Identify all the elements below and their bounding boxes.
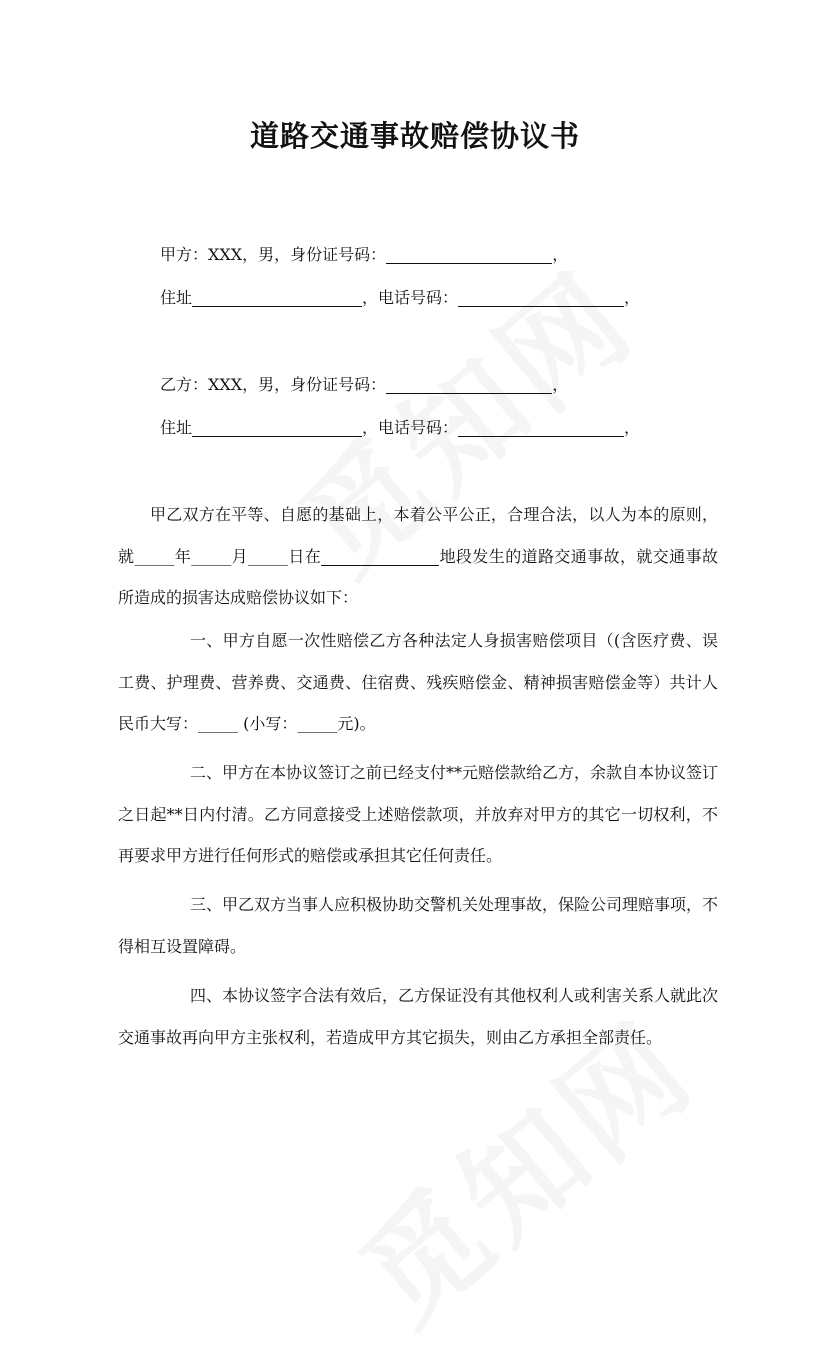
party-b-id-suffix: ， xyxy=(552,375,569,394)
clause-2: 二、甲方在本协议签订之前已经支付**元赔偿款给乙方，余款自本协议签订之日起**日内付清。乙方同意接受上述赔偿款项，并放弃对甲方的其它一切权利，不再要求甲方进行任何形式的赔偿或承担其它任何责任。 xyxy=(118,763,719,865)
party-a-phone-suffix: ， xyxy=(624,288,641,307)
party-a-address-line xyxy=(160,286,640,310)
location-blank[interactable] xyxy=(321,547,439,566)
intro-paragraph xyxy=(118,494,718,619)
party-a-id-line xyxy=(160,243,568,267)
party-a-id-label: 甲方：XXX，男，身份证号码： xyxy=(160,245,387,264)
party-b-address-blank[interactable] xyxy=(192,418,362,437)
party-a-id-suffix: ， xyxy=(552,245,569,264)
party-a-id-blank[interactable] xyxy=(386,245,552,264)
party-b-id-label: 乙方：XXX，男，身份证号码： xyxy=(160,375,387,394)
clause-1: 一、甲方自愿一次性赔偿乙方各种法定人身损害赔偿项目（(含医疗费、误工费、护理费、营养费、交通费、住宿费、残疾赔偿金、精神损害赔偿金等）共计人民币大写：_____ (小写：_____元)。 xyxy=(118,631,718,733)
intro-part2: 地段发生的道路交通事故，就交通事故所造成的损害达成赔偿协议如下： xyxy=(118,546,718,607)
party-b-phone-blank[interactable] xyxy=(458,418,624,437)
party-b-address-line xyxy=(160,416,640,440)
party-a-phone-blank[interactable] xyxy=(458,288,624,307)
party-b-address-label: 住址 xyxy=(160,418,193,437)
document-title: 道路交通事故赔偿协议书 xyxy=(249,119,580,153)
party-b-phone-suffix: ， xyxy=(624,418,641,437)
intro-part1: 甲乙双方在平等、自愿的基础上，本着公平公正，合理合法，以人为本的原则，就_____年_____月_____日在 xyxy=(118,505,718,566)
party-b-phone-label: ，电话号码： xyxy=(362,418,459,437)
party-a-phone-label: ，电话号码： xyxy=(362,288,459,307)
clause-3: 三、甲乙双方当事人应积极协助交警机关处理事故，保险公司理赔事项，不得相互设置障碍。 xyxy=(118,895,719,956)
party-a-address-label: 住址 xyxy=(160,288,193,307)
party-a-address-blank[interactable] xyxy=(192,288,362,307)
clause-4: 四、本协议签字合法有效后，乙方保证没有其他权利人或利害关系人就此次交通事故再向甲方主张权利，若造成甲方其它损失，则由乙方承担全部责任。 xyxy=(118,986,719,1047)
party-b-id-blank[interactable] xyxy=(386,375,552,394)
party-b-id-line xyxy=(160,373,568,397)
